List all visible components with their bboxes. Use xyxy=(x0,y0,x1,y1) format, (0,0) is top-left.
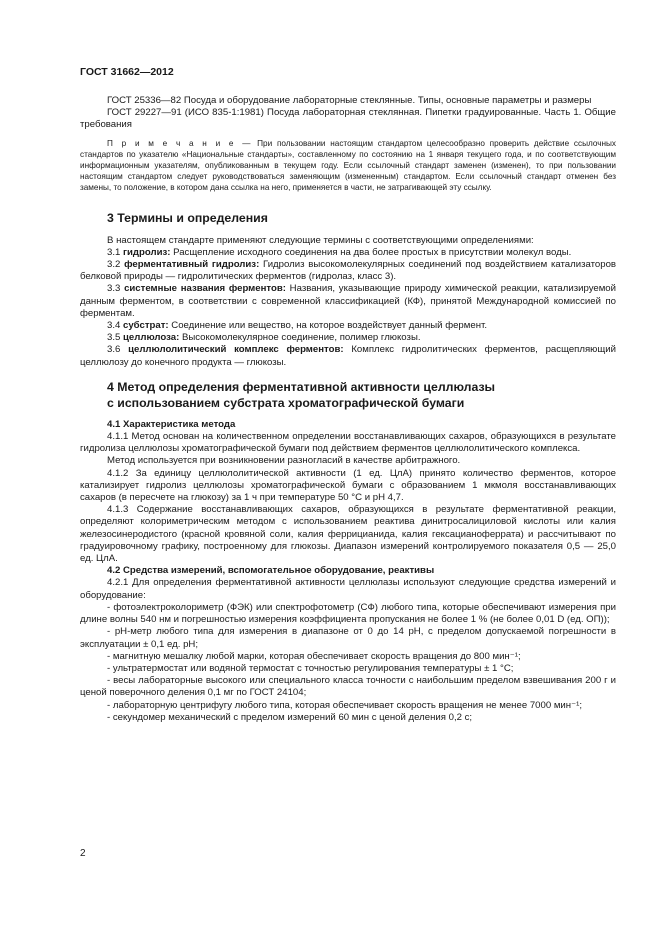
reference-gost-29227: ГОСТ 29227—91 (ИСО 835-1:1981) Посуда лабораторная стеклянная. Пипетки градуированные. Часть 1. Общие требования xyxy=(80,107,616,131)
term-name: ферментативный гидролиз: xyxy=(124,259,260,271)
term-definition: Комплекс гидролитических ферментов, расщепляющий целлюлозу до конечного продукта — глюкозы. xyxy=(80,344,616,368)
term-name: целлюлолитический комплекс ферментов: xyxy=(128,344,344,356)
section-3-heading: 3 Термины и определения xyxy=(107,210,268,225)
term-number: 3.4 xyxy=(107,320,121,332)
paragraph-4-1-3: 4.1.3 Содержание восстанавливающих сахаров, образующихся в результате ферментативной реакции, определяют колориметрическим методом с использованием реактива динитросалициловой кислоты или калия железосинеродистого (красной кровяной соли, калия феррицианида, калия гексацианоферрата) и рассчитывают по градуировочному графику, построенному для глюкозы. Диапазон измерений контролируемого показателя 0,5 — 25,0 ед. ЦлА. xyxy=(80,504,616,565)
document-body xyxy=(80,95,616,724)
equipment-item: - секундомер механический с пределом измерений 60 мин с ценой деления 0,2 с; xyxy=(107,711,473,723)
note-label: П р и м е ч а н и е — xyxy=(107,138,253,148)
reference-gost-25336: ГОСТ 25336—82 Посуда и оборудование лабораторные стеклянные. Типы, основные параметры и размеры xyxy=(107,95,592,106)
subsection-4-1-heading: 4.1 Характеристика метода xyxy=(107,418,236,430)
term-definition: Названия, указывающие природу химической реакции, катализируемой данным ферментом, в соответствии с современной классификацией (КФ), принятой Международной комиссией по ферментам. xyxy=(80,283,617,319)
equipment-item: - ультратермостат или водяной термостат с точностью регулирования температуры ± 1 °С; xyxy=(107,662,514,674)
term-name: гидролиз: xyxy=(123,246,171,258)
paragraph-4-1-2: 4.1.2 За единицу целлюлолитической активности (1 ед. ЦлА) принято количество ферментов, которое катализирует гидролиз целлюлозы хроматографической бумаги с образованием 1 мкмоля восстанавливающих сахаров (в пересчете на глюкозу) за 1 ч при температуре 50 °С и pH 4,7. xyxy=(80,467,616,504)
term-name: субстрат: xyxy=(123,320,169,332)
term-3-2 xyxy=(80,259,616,283)
term-3-1 xyxy=(80,247,616,259)
paragraph-4-1-1-arbitration: Метод используется при возникновении разногласий в качестве арбитражного. xyxy=(107,455,461,467)
equipment-item: - pH-метр любого типа для измерения в диапазоне от 0 до 14 pH, с пределом допускаемой погрешности в эксплуатации ± 0,1 ед. pH; xyxy=(80,626,616,650)
term-definition: Высокомолекулярное соединение, полимер глюкозы. xyxy=(181,332,421,344)
paragraph-4-1-1: 4.1.1 Метод основан на количественном определении восстанавливающих сахаров, образующихся в результате гидролиза целлюлозы хроматографической бумаги под действием ферментов целлюлолитического комплекса. xyxy=(80,431,616,455)
document-header: ГОСТ 31662—2012 xyxy=(80,66,174,78)
term-definition: Гидролиз высокомолекулярных соединений под воздействием катализаторов белковой природы — гидролитических ферментов (гидролаз, класс 3). xyxy=(80,259,616,283)
term-name: системные названия ферментов: xyxy=(124,283,286,295)
note-text: При пользовании настоящим стандартом целесообразно проверить действие ссылочных стандартов по указателю «Национальные стандарты», составленному по состоянию на 1 января текущего года, и по соответствующим информационным указателям, опубликованным в текущем году. Если ссылочный стандарт заменен (изменен), то при пользовании настоящим стандартом следует руководствоваться заменяющим (измененным) стандартом. Если ссылочный стандарт отменен без замены, то положение, в котором дана ссылка на него, применяется в части, не затрагивающей эту ссылку. xyxy=(80,138,616,192)
term-3-4 xyxy=(80,320,616,332)
term-3-5 xyxy=(80,332,616,344)
term-number: 3.2 xyxy=(107,259,121,271)
equipment-item: - магнитную мешалку любой марки, которая обеспечивает скорость вращения до 800 мин⁻¹; xyxy=(107,650,521,662)
term-definition: Расщепление исходного соединения на два более простых в присутствии молекул воды. xyxy=(173,246,572,258)
term-number: 3.1 xyxy=(107,246,121,258)
term-3-3 xyxy=(80,283,616,320)
note-paragraph xyxy=(80,138,616,193)
section-4-heading-line-1: 4 Метод определения ферментативной активности целлюлазы xyxy=(107,379,496,394)
term-name: целлюлоза: xyxy=(123,332,180,344)
term-definition: Соединение или вещество, на которое воздействует данный фермент. xyxy=(171,320,487,332)
term-number: 3.5 xyxy=(107,332,121,344)
term-number: 3.6 xyxy=(107,344,121,356)
subsection-4-2-heading: 4.2 Средства измерений, вспомогательное оборудование, реактивы xyxy=(107,565,435,577)
paragraph-4-2-1: 4.2.1 Для определения ферментативной активности целлюлазы используют следующие средства измерений и оборудование: xyxy=(80,577,616,601)
section-3-intro: В настоящем стандарте применяют следующие термины с соответствующими определениями: xyxy=(107,234,534,246)
term-number: 3.3 xyxy=(107,283,121,295)
page-number: 2 xyxy=(80,848,86,859)
equipment-item: - фотоэлектроколориметр (ФЭК) или спектрофотометр (СФ) любого типа, которые обеспечивают измерения при длине волны 540 нм и погрешностью измерения коэффициента пропускания не более 1 % (не более 0,01 D (ед. ОП)); xyxy=(80,601,616,626)
section-4-heading-line-2: с использованием субстрата хроматографической бумаги xyxy=(107,395,465,410)
equipment-item: - весы лабораторные высокого или специального класса точности с наибольшим пределом взвешивания 200 г и ценой поверочного деления 0,1 мг по ГОСТ 24104; xyxy=(80,675,616,699)
equipment-item: - лабораторную центрифугу любого типа, которая обеспечивает скорость вращения не менее 7000 мин⁻¹; xyxy=(107,699,583,711)
term-3-6 xyxy=(80,344,616,368)
section-4-heading xyxy=(80,379,616,411)
